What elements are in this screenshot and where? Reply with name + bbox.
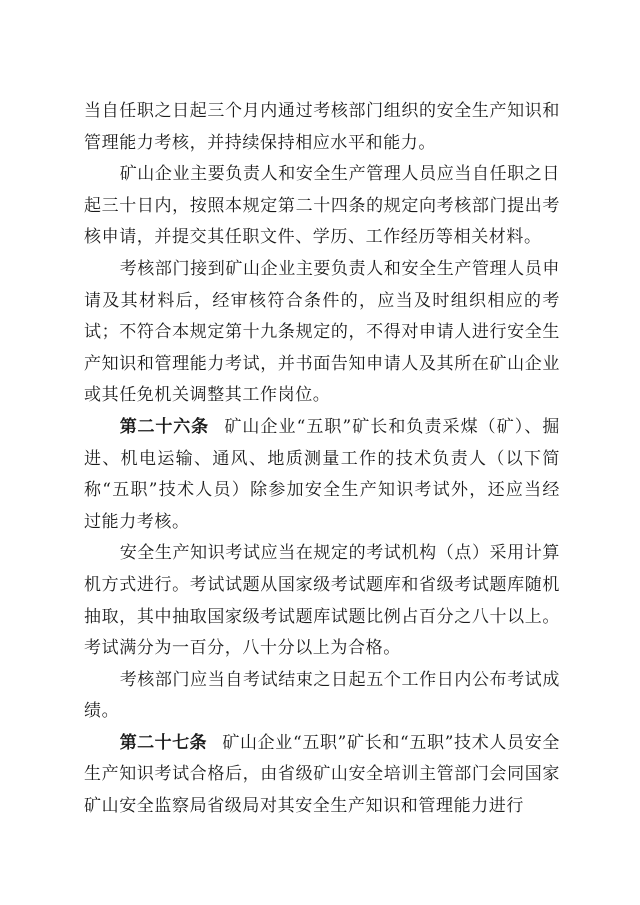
paragraph-3 — [84, 254, 560, 412]
paragraph-6-text: 考核部门应当自考试结束之日起五个工作日内公布考试成绩。 — [84, 669, 560, 722]
article-26-paragraph — [84, 412, 560, 538]
paragraph-6 — [84, 665, 560, 728]
paragraph-5 — [84, 538, 560, 664]
paragraph-2-text: 矿山企业主要负责人和安全生产管理人员应当自任职之日起三十日内，按照本规定第二十四条的规定向考核部门提出考核申请，并提交其任职文件、学历、工作经历等相关材料。 — [84, 164, 560, 248]
document-body — [84, 96, 560, 823]
article-27-text: 矿山企业“五职”矿长和“五职”技术人员安全生产知识考试合格后，由省级矿山安全培训主管部门会同国家矿山安全监察局省级局对其安全生产知识和管理能力进行 — [84, 732, 560, 817]
paragraph-1-text: 当自任职之日起三个月内通过考核部门组织的安全生产知识和管理能力考核，并持续保持相应水平和能力。 — [84, 101, 560, 153]
article-26-heading: 第二十六条 — [119, 416, 210, 437]
article-27-heading: 第二十七条 — [119, 732, 208, 753]
article-26-text: 矿山企业“五职”矿长和负责采煤（矿）、掘进、机电运输、通风、地质测量工作的技术负责人（以下简称“五职”技术人员）除参加安全生产知识考试外，还应当经过能力考核。 — [84, 416, 561, 532]
article-27-paragraph — [84, 728, 560, 823]
paragraph-5-text: 安全生产知识考试应当在规定的考试机构（点）采用计算机方式进行。考试试题从国家级考试题库和省级考试题库随机抽取，其中抽取国家级考试题库试题比例占百分之八十以上。考试满分为一百分，八十分以上为合格。 — [84, 543, 560, 659]
paragraph-2 — [84, 159, 560, 254]
paragraph-1 — [84, 96, 560, 159]
paragraph-3-text: 考核部门接到矿山企业主要负责人和安全生产管理人员申请及其材料后，经审核符合条件的，应当及时组织相应的考试；不符合本规定第十九条规定的，不得对申请人进行安全生产知识和管理能力考试，并书面告知申请人及其所在矿山企业或其任免机关调整其工作岗位。 — [84, 258, 560, 406]
